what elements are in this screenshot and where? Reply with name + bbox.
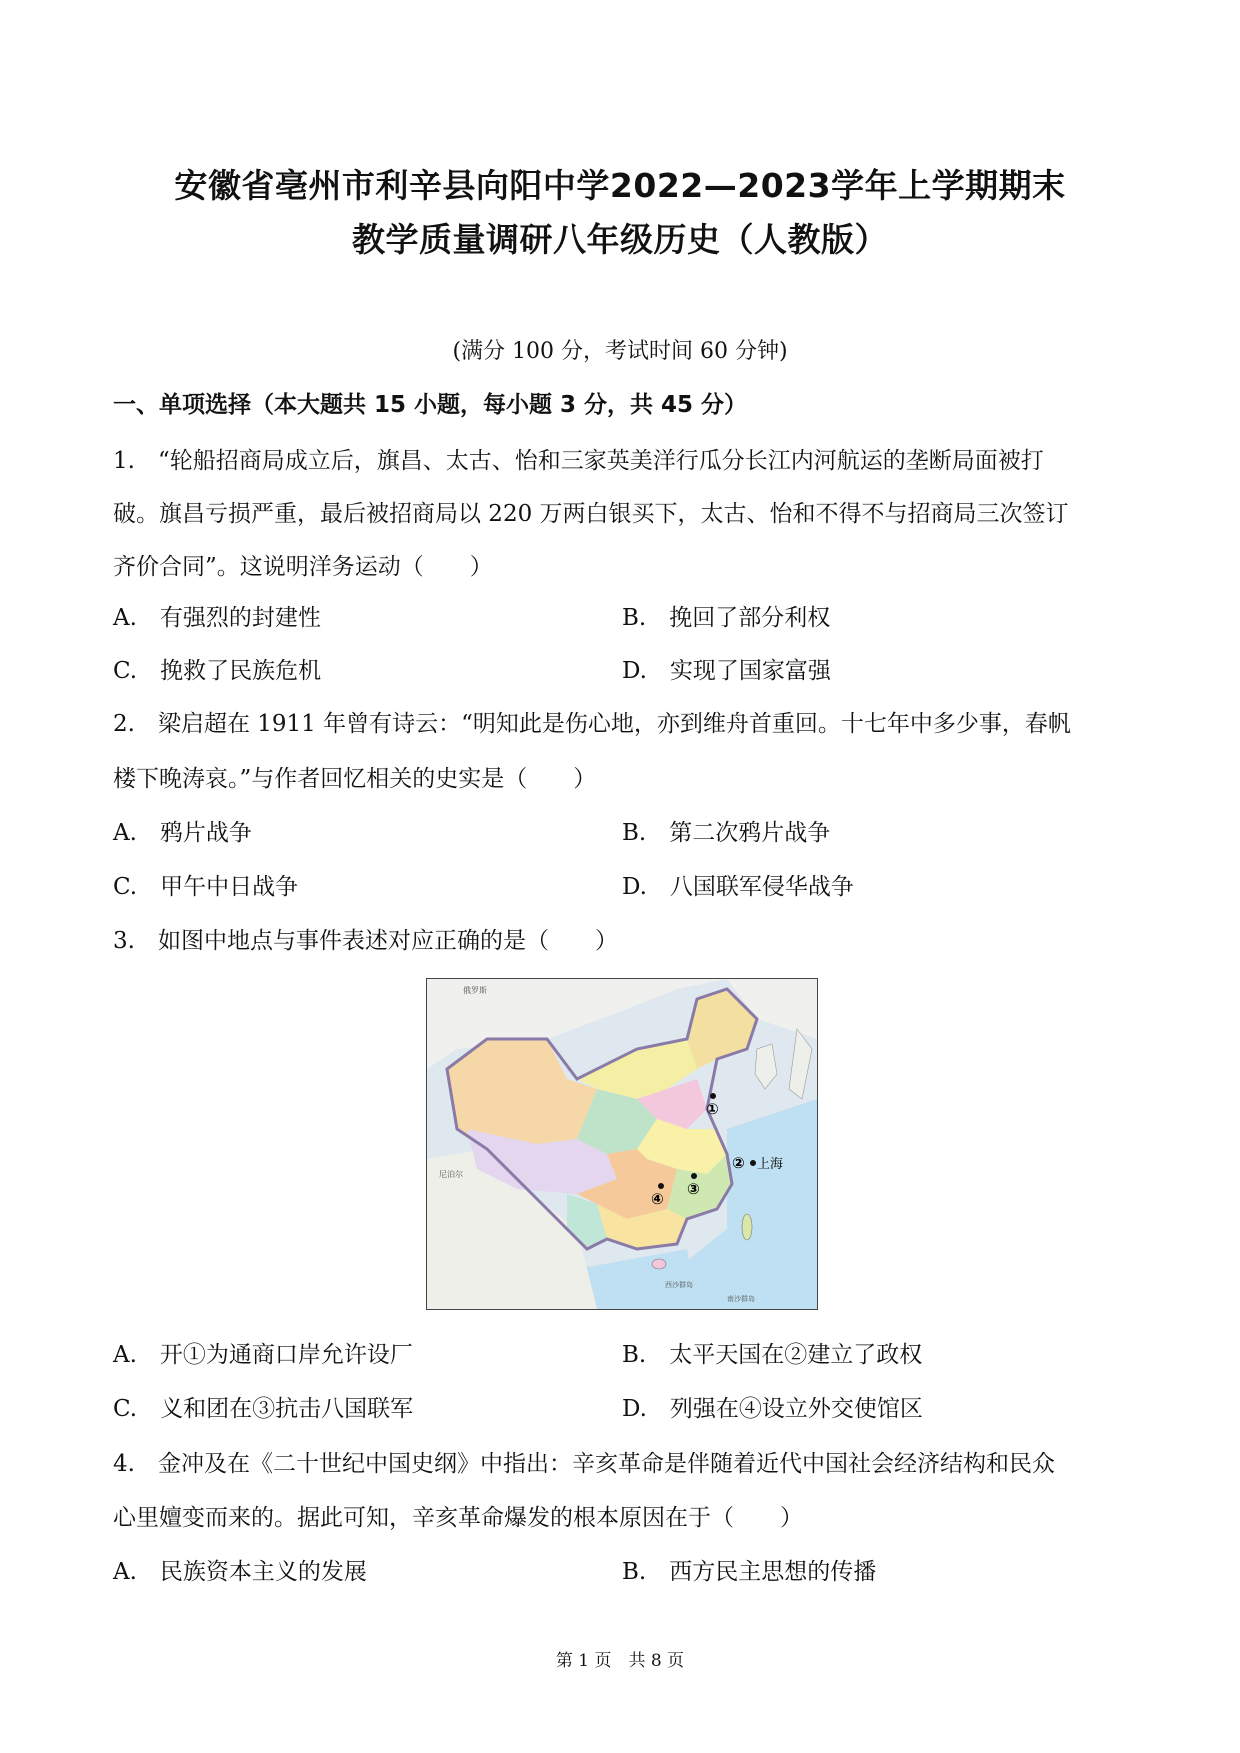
q4-line2: 心里嬗变而来的。据此可知，辛亥革命爆发的根本原因在于（ ） xyxy=(113,1505,803,1531)
exam-info: (满分 100 分，考试时间 60 分钟) xyxy=(452,339,788,364)
map-marker-3: ③ xyxy=(687,1180,700,1198)
map-marker-1: ① xyxy=(706,1100,719,1118)
q1-line2: 破。旗昌亏损严重，最后被招商局以 220 万两白银买下，太古、怡和不得不与招商局三次签订 xyxy=(113,501,1069,527)
q2-line2: 楼下晚涛哀。”与作者回忆相关的史实是（ ） xyxy=(113,766,597,792)
exam-title-line1: 安徽省亳州市利辛县向阳中学2022—2023学年上学期期末 xyxy=(174,166,1066,205)
exam-title-line2: 教学质量调研八年级历史（人教版） xyxy=(352,220,888,259)
q3-line1: 3. 如图中地点与事件表述对应正确的是（ ） xyxy=(113,928,618,954)
q2-option-d[interactable]: D. 八国联军侵华战争 xyxy=(622,874,854,900)
q3-option-d[interactable]: D. 列强在④设立外交使馆区 xyxy=(622,1396,923,1422)
q2-option-c[interactable]: C. 甲午中日战争 xyxy=(113,874,299,900)
map-label-russia: 俄罗斯 xyxy=(463,986,487,995)
q1-option-d[interactable]: D. 实现了国家富强 xyxy=(622,658,831,684)
q2-line1: 2. 梁启超在 1911 年曾有诗云：“明知此是伤心地，亦到维舟首重回。十七年中多少事，春帆 xyxy=(113,711,1071,737)
q2-option-b[interactable]: B. 第二次鸦片战争 xyxy=(622,820,831,846)
q4-option-a[interactable]: A. 民族资本主义的发展 xyxy=(113,1559,367,1585)
china-map-figure xyxy=(426,978,818,1310)
q1-option-b[interactable]: B. 挽回了部分利权 xyxy=(622,605,831,631)
q1-line1: 1. “轮船招商局成立后，旗昌、太古、怡和三家英美洋行瓜分长江内河航运的垄断局面被打 xyxy=(113,448,1044,474)
q3-option-a[interactable]: A. 开①为通商口岸允许设厂 xyxy=(113,1342,413,1368)
map-label-nansha: 南沙群岛 xyxy=(727,1295,755,1303)
map-marker-2: ② xyxy=(732,1154,745,1172)
map-label-shanghai: 上海 xyxy=(757,1157,784,1172)
q4-option-b[interactable]: B. 西方民主思想的传播 xyxy=(622,1559,877,1585)
q1-option-c[interactable]: C. 挽救了民族危机 xyxy=(113,658,322,684)
map-label-nepal: 尼泊尔 xyxy=(439,1170,463,1179)
q3-option-b[interactable]: B. 太平天国在②建立了政权 xyxy=(622,1342,923,1368)
q4-line1: 4. 金冲及在《二十世纪中国史纲》中指出：辛亥革命是伴随着近代中国社会经济结构和民众 xyxy=(113,1451,1055,1477)
q2-option-a[interactable]: A. 鸦片战争 xyxy=(113,820,252,846)
section-heading: 一、单项选择（本大题共 15 小题，每小题 3 分，共 45 分） xyxy=(113,392,748,418)
q1-option-a[interactable]: A. 有强烈的封建性 xyxy=(113,605,321,631)
q3-option-c[interactable]: C. 义和团在③抗击八国联军 xyxy=(113,1396,414,1422)
map-label-xisha: 西沙群岛 xyxy=(665,1281,693,1289)
page-number: 第 1 页 共 8 页 xyxy=(555,1651,685,1671)
map-marker-4: ④ xyxy=(651,1190,664,1208)
q1-line3: 齐价合同”。这说明洋务运动（ ） xyxy=(113,554,493,580)
